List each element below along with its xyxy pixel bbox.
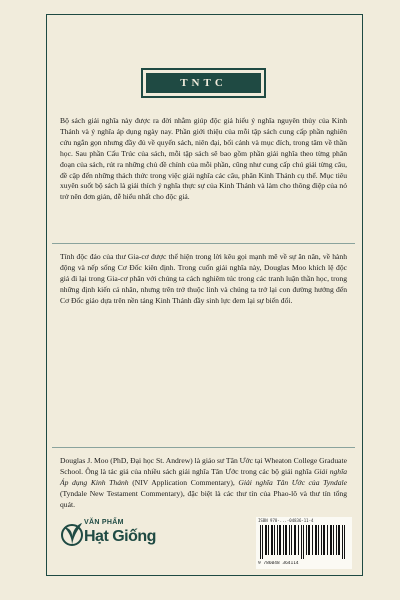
series-title-italic: Giải nghĩa Tân Ước của Tyndale (238, 477, 348, 487)
barcode-digits: 9 786048 364114 (258, 561, 299, 566)
divider (52, 447, 355, 448)
isbn-text: ISBN 978-...-04836-11-4 (258, 518, 314, 523)
author-bio-text: (NIV Application Commentary), (128, 477, 239, 487)
barcode-bars (258, 525, 350, 559)
author-bio-text: (Tyndale New Testament Commentary), đặc biệt là các thư tín của Phao-lô và thư tín tổng quát. (60, 488, 347, 509)
series-description: Bộ sách giải nghĩa này được ra đời nhằm giúp độc giả hiểu ý nghĩa nguyên thủy của Kinh Thánh và ý nghĩa áp dụng ngày nay. Phần giới thiệu của mỗi tập sách cung cấp phần nghiên cứu ngắn gọn nhưng đầy đủ về quyển sách, niên đại, bối cảnh và mục đích, trong tâm về thần học. Sau phần Cấu Trúc của sách, mỗi tập sách sẽ bao gồm phần giải nghĩa theo từng phân đoạn của sách, rút ra những chủ đề chính của mỗi phần, cũng như cung cấp chú giải từng câu, đề cập đến những thách thức trong việc giải nghĩa các câu, phân Kinh Thánh cụ thể. Mục tiêu xuyên suốt bộ sách là giải thích ý nghĩa thực sự của Kinh Thánh và làm cho thông điệp của nó trở nên đơn giản, dễ hiểu nhất cho độc giả. (60, 116, 347, 202)
barcode (256, 517, 352, 569)
publisher-logo (60, 513, 170, 557)
seed-leaf-icon (60, 519, 84, 549)
author-bio (60, 456, 347, 511)
book-description: Tính độc đáo của thư Gia-cơ được thể hiện trong lời kêu gọi mạnh mẽ về sự ăn năn, về hành động và nếp sống Cơ Đốc kiên định. Trong cuốn giải nghĩa này, Douglas Moo khích lệ độc giả đi lại trong Gia-cơ phân với chúng ta cách nghiêm túc trong các tranh luận thần học, trong những định kiến cá nhân, nhưng trên trở thuộc linh và chúng ta trở lại con đường hướng đến Cơ Đốc giáo dựa trên nền tảng Kinh Thánh đầy sinh lực đem lại sự biến đổi. (60, 252, 347, 305)
publisher-name-main: Hạt Giống (84, 528, 156, 545)
publisher-name-top: VĂN PHẨM (84, 519, 124, 526)
author-bio-text: Douglas J. Moo (PhD, Đại học St. Andrew) là giáo sư Tân Ước tại Wheaton College Graduate School. Ông là tác giả của nhiều sách giải nghĩa Tân Ước trong các bộ giải nghĩa (60, 456, 347, 476)
series-title-italic: Giải nghĩa Áp dụng Kinh Thánh (60, 466, 347, 487)
series-badge-label: TNTC (180, 77, 227, 89)
divider (52, 243, 355, 244)
series-badge (141, 68, 266, 98)
